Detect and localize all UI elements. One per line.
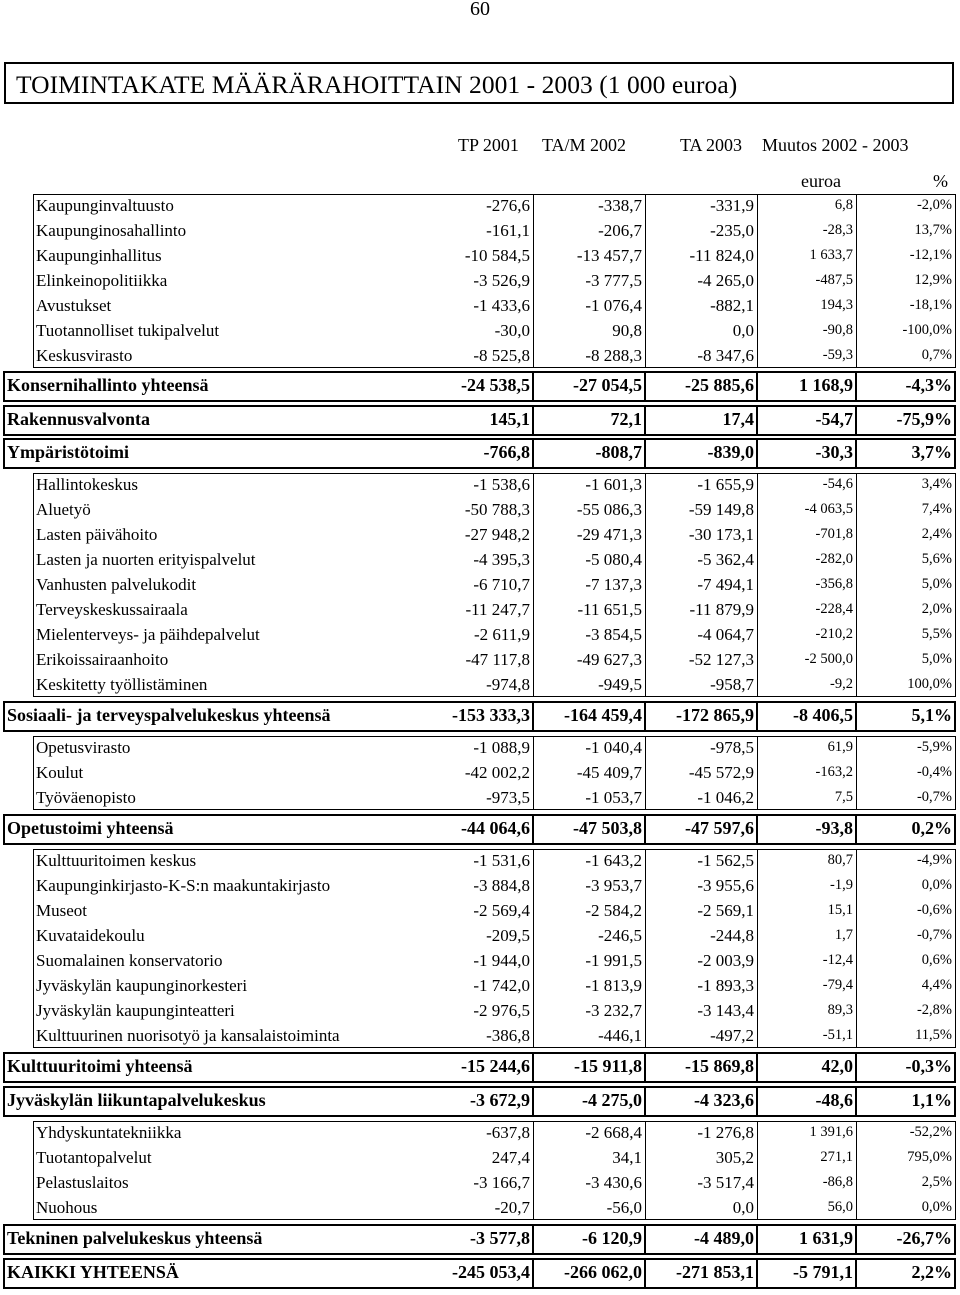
- value-ta2003: -4 489,0: [694, 1228, 754, 1248]
- value-tp2001: -973,5: [486, 788, 530, 807]
- column-header-ta2003: TA 2003: [680, 135, 743, 155]
- row-label: Konsernihallinto yhteensä: [7, 375, 209, 395]
- value-ta2003: 305,2: [715, 1148, 754, 1167]
- row-label: Terveyskeskussairaala: [36, 600, 188, 619]
- value-change-euroa: -86,8: [822, 1174, 853, 1190]
- value-tam2002: -1 643,2: [585, 851, 642, 870]
- table-row: [0, 270, 960, 292]
- value-ta2003: -30 173,1: [688, 525, 754, 544]
- value-change-percent: -18,1%: [909, 297, 952, 313]
- table-row: [0, 950, 960, 972]
- row-label: Aluetyö: [36, 500, 91, 519]
- value-change-percent: 7,4%: [921, 501, 952, 517]
- column-subheader-percent: %: [933, 171, 948, 191]
- value-tp2001: -1 531,6: [473, 851, 530, 870]
- value-ta2003: -235,0: [710, 221, 754, 240]
- value-change-percent: -2,0%: [916, 197, 952, 213]
- value-change-euroa: -487,5: [815, 272, 853, 288]
- row-label: Kulttuurinen nuorisotyö ja kansalaistoiminta: [36, 1026, 340, 1045]
- table-total-row: [0, 439, 960, 467]
- row-label: Lasten päivähoito: [36, 525, 158, 544]
- value-tam2002: 34,1: [612, 1148, 642, 1167]
- value-change-euroa: -51,1: [822, 1027, 853, 1043]
- table-row: [0, 762, 960, 784]
- value-change-percent: 0,0%: [921, 1199, 952, 1215]
- value-ta2003: -5 362,4: [697, 550, 754, 569]
- value-change-percent: -0,7%: [916, 927, 952, 943]
- value-tam2002: -1 601,3: [585, 475, 642, 494]
- value-change-percent: -12,1%: [909, 247, 952, 263]
- value-ta2003: -497,2: [710, 1026, 754, 1045]
- value-tp2001: -11 247,7: [465, 600, 530, 619]
- row-label: Opetusvirasto: [36, 738, 131, 757]
- value-tam2002: -1 053,7: [585, 788, 642, 807]
- value-change-percent: -2,8%: [916, 1002, 952, 1018]
- value-change-euroa: -4 063,5: [804, 501, 853, 517]
- value-change-euroa: -356,8: [815, 576, 853, 592]
- value-tp2001: -1 944,0: [473, 951, 530, 970]
- value-tp2001: -1 742,0: [473, 976, 530, 995]
- value-change-euroa: 271,1: [820, 1149, 853, 1165]
- column-subheader-euroa: euroa: [801, 171, 841, 191]
- value-change-percent: 3,4%: [921, 476, 952, 492]
- value-change-percent: 5,5%: [921, 626, 952, 642]
- value-change-percent: 0,0%: [921, 877, 952, 893]
- table-row: [0, 737, 960, 759]
- value-change-percent: 0,7%: [921, 347, 952, 363]
- row-label: Tuotannolliset tukipalvelut: [36, 321, 220, 340]
- row-label: Kulttuuritoimen keskus: [36, 851, 197, 870]
- value-change-percent: 5,1%: [911, 705, 952, 725]
- value-tam2002: -56,0: [606, 1198, 642, 1217]
- value-change-percent: -4,3%: [905, 375, 952, 395]
- value-ta2003: 0,0: [732, 321, 754, 340]
- value-ta2003: -978,5: [710, 738, 754, 757]
- value-tam2002: -3 430,6: [585, 1173, 642, 1192]
- value-change-euroa: 1 168,9: [799, 375, 853, 395]
- value-tam2002: -11 651,5: [577, 600, 642, 619]
- column-header-tp2001: TP 2001: [458, 135, 519, 155]
- value-ta2003: -7 494,1: [697, 575, 754, 594]
- value-tp2001: -44 064,6: [461, 818, 530, 838]
- value-change-euroa: 1 633,7: [809, 247, 853, 263]
- value-change-percent: -52,2%: [909, 1124, 952, 1140]
- value-tam2002: -3 777,5: [585, 271, 642, 290]
- value-change-percent: 5,0%: [921, 651, 952, 667]
- value-ta2003: -4 265,0: [697, 271, 754, 290]
- row-label: Tuotantopalvelut: [36, 1148, 152, 1167]
- value-tam2002: -206,7: [598, 221, 642, 240]
- value-ta2003: -839,0: [707, 442, 754, 462]
- row-label: Työväenopisto: [36, 788, 136, 807]
- row-label: Kaupunginosahallinto: [36, 221, 187, 240]
- value-change-euroa: -30,3: [815, 442, 853, 462]
- value-change-euroa: 7,5: [834, 789, 853, 805]
- value-tp2001: -50 788,3: [464, 500, 530, 519]
- value-change-euroa: 1 631,9: [799, 1228, 853, 1248]
- value-tp2001: -47 117,8: [465, 650, 530, 669]
- value-tp2001: -1 538,6: [473, 475, 530, 494]
- value-ta2003: -25 885,6: [685, 375, 754, 395]
- value-ta2003: -4 323,6: [694, 1090, 754, 1110]
- value-tp2001: -27 948,2: [464, 525, 530, 544]
- value-change-percent: 5,0%: [921, 576, 952, 592]
- value-tp2001: -766,8: [483, 442, 530, 462]
- table-total-row: [0, 372, 960, 400]
- value-change-percent: 5,6%: [921, 551, 952, 567]
- value-change-percent: 11,5%: [915, 1027, 952, 1043]
- value-tp2001: -10 584,5: [464, 246, 530, 265]
- value-tp2001: -42 002,2: [464, 763, 530, 782]
- table-row: [0, 195, 960, 217]
- value-change-percent: 100,0%: [907, 676, 952, 692]
- table-row: [0, 674, 960, 696]
- value-tp2001: -3 577,8: [470, 1228, 530, 1248]
- table-row: [0, 649, 960, 671]
- table-total-row: [0, 815, 960, 843]
- value-tam2002: -47 503,8: [573, 818, 642, 838]
- value-tam2002: -7 137,3: [585, 575, 642, 594]
- value-ta2003: -52 127,3: [688, 650, 754, 669]
- row-label: Kulttuuritoimi yhteensä: [7, 1056, 193, 1076]
- row-label: Opetustoimi yhteensä: [7, 818, 174, 838]
- value-tam2002: -338,7: [598, 196, 642, 215]
- value-change-percent: -0,4%: [916, 764, 952, 780]
- value-change-percent: -0,7%: [916, 789, 952, 805]
- value-change-euroa: 194,3: [820, 297, 853, 313]
- table-total-row: [0, 1259, 960, 1287]
- value-tp2001: 247,4: [491, 1148, 530, 1167]
- value-change-percent: -75,9%: [896, 409, 952, 429]
- value-change-percent: -100,0%: [902, 322, 952, 338]
- value-ta2003: -11 879,9: [689, 600, 754, 619]
- value-ta2003: -15 869,8: [685, 1056, 754, 1076]
- value-ta2003: 0,0: [732, 1198, 754, 1217]
- value-tp2001: -20,7: [494, 1198, 530, 1217]
- row-label: Mielenterveys- ja päihdepalvelut: [36, 625, 260, 644]
- value-tp2001: -2 569,4: [473, 901, 530, 920]
- value-tp2001: -3 166,7: [473, 1173, 530, 1192]
- value-change-percent: 2,0%: [921, 601, 952, 617]
- value-change-percent: 0,6%: [921, 952, 952, 968]
- value-tam2002: -266 062,0: [564, 1262, 642, 1282]
- value-tam2002: -49 627,3: [576, 650, 642, 669]
- row-label: Rakennusvalvonta: [7, 409, 151, 429]
- value-tp2001: -30,0: [494, 321, 530, 340]
- value-tam2002: -164 459,4: [564, 705, 642, 725]
- value-change-euroa: -9,2: [830, 676, 853, 692]
- value-tam2002: -949,5: [598, 675, 642, 694]
- value-ta2003: -59 149,8: [688, 500, 754, 519]
- table-row: [0, 245, 960, 267]
- row-label: Suomalainen konservatorio: [36, 951, 223, 970]
- row-label: Pelastuslaitos: [36, 1173, 129, 1192]
- value-tp2001: -3 884,8: [473, 876, 530, 895]
- value-change-euroa: -282,0: [815, 551, 853, 567]
- row-label: Yhdyskuntatekniikka: [36, 1123, 182, 1142]
- page-number: 60: [470, 0, 490, 20]
- value-tam2002: -1 991,5: [585, 951, 642, 970]
- value-tam2002: -3 854,5: [585, 625, 642, 644]
- table-row: [0, 875, 960, 897]
- value-tp2001: -15 244,6: [461, 1056, 530, 1076]
- value-tam2002: -15 911,8: [573, 1056, 642, 1076]
- value-ta2003: -3 955,6: [697, 876, 754, 895]
- value-ta2003: -1 276,8: [697, 1123, 754, 1142]
- value-tp2001: -4 395,3: [473, 550, 530, 569]
- row-label: Tekninen palvelukeskus yhteensä: [7, 1228, 263, 1248]
- row-label: Ympäristötoimi: [7, 442, 129, 462]
- value-tam2002: -808,7: [595, 442, 642, 462]
- value-tam2002: -4 275,0: [582, 1090, 642, 1110]
- value-tam2002: -13 457,7: [576, 246, 642, 265]
- table-total-row: [0, 1053, 960, 1081]
- value-change-percent: 1,1%: [911, 1090, 952, 1110]
- value-change-percent: 4,4%: [921, 977, 952, 993]
- value-tp2001: -3 526,9: [473, 271, 530, 290]
- table-row: [0, 599, 960, 621]
- value-change-percent: 0,2%: [911, 818, 952, 838]
- value-ta2003: -1 655,9: [697, 475, 754, 494]
- value-change-euroa: -2 500,0: [804, 651, 853, 667]
- value-change-euroa: -163,2: [815, 764, 853, 780]
- value-change-euroa: 42,0: [821, 1056, 853, 1076]
- value-ta2003: -2 569,1: [697, 901, 754, 920]
- value-change-euroa: -228,4: [815, 601, 853, 617]
- value-tam2002: -5 080,4: [585, 550, 642, 569]
- value-ta2003: -1 562,5: [697, 851, 754, 870]
- table-row: [0, 925, 960, 947]
- value-tam2002: -27 054,5: [573, 375, 642, 395]
- value-tam2002: -29 471,3: [576, 525, 642, 544]
- value-tam2002: -2 584,2: [585, 901, 642, 920]
- table-row: [0, 1172, 960, 1194]
- row-label: Kaupunginkirjasto-K-S:n maakuntakirjasto: [36, 876, 331, 895]
- value-tp2001: -2 976,5: [473, 1001, 530, 1020]
- value-ta2003: -1 046,2: [697, 788, 754, 807]
- table-row: [0, 900, 960, 922]
- value-change-percent: 795,0%: [907, 1149, 952, 1165]
- row-label: Kaupunginhallitus: [36, 246, 162, 265]
- value-change-euroa: -79,4: [822, 977, 853, 993]
- row-label: Jyväskylän kaupunginteatteri: [36, 1001, 235, 1020]
- value-change-percent: 2,4%: [921, 526, 952, 542]
- value-ta2003: -331,9: [710, 196, 754, 215]
- row-label: Erikoissairaanhoito: [36, 650, 169, 669]
- value-change-euroa: 61,9: [827, 739, 853, 755]
- table-total-row: [0, 1225, 960, 1253]
- row-label: Koulut: [36, 763, 84, 782]
- value-change-percent: 3,7%: [911, 442, 952, 462]
- column-header-change: Muutos 2002 - 2003: [762, 135, 909, 155]
- value-change-percent: 2,2%: [911, 1262, 952, 1282]
- table-row: [0, 524, 960, 546]
- table-row: [0, 220, 960, 242]
- table-row: [0, 499, 960, 521]
- value-tam2002: -55 086,3: [576, 500, 642, 519]
- value-change-percent: 2,5%: [921, 1174, 952, 1190]
- value-tp2001: -245 053,4: [452, 1262, 530, 1282]
- page-title: TOIMINTAKATE MÄÄRÄRAHOITTAIN 2001 - 2003 (1 000 euroa): [16, 70, 738, 99]
- table-row: [0, 295, 960, 317]
- value-change-euroa: 56,0: [827, 1199, 853, 1215]
- value-change-euroa: -28,3: [822, 222, 853, 238]
- table-row: [0, 549, 960, 571]
- value-ta2003: -4 064,7: [697, 625, 754, 644]
- value-change-euroa: -8 406,5: [793, 705, 853, 725]
- value-tp2001: -637,8: [486, 1123, 530, 1142]
- value-tp2001: -161,1: [486, 221, 530, 240]
- value-change-percent: 13,7%: [914, 222, 952, 238]
- value-change-euroa: 80,7: [827, 852, 853, 868]
- value-tp2001: -8 525,8: [473, 346, 530, 365]
- value-ta2003: -172 865,9: [676, 705, 754, 725]
- table-row: [0, 574, 960, 596]
- value-change-percent: -4,9%: [916, 852, 952, 868]
- table-total-row: [0, 702, 960, 730]
- table-row: [0, 1122, 960, 1144]
- row-label: Museot: [36, 901, 87, 920]
- value-ta2003: -47 597,6: [685, 818, 754, 838]
- value-tp2001: -386,8: [486, 1026, 530, 1045]
- row-label: Jyväskylän kaupunginorkesteri: [36, 976, 248, 995]
- value-change-euroa: -12,4: [822, 952, 853, 968]
- table-row: [0, 320, 960, 342]
- value-tam2002: -8 288,3: [585, 346, 642, 365]
- table-row: [0, 1197, 960, 1219]
- row-label: Lasten ja nuorten erityispalvelut: [36, 550, 256, 569]
- value-ta2003: -882,1: [710, 296, 754, 315]
- row-label: Sosiaali- ja terveyspalvelukeskus yhteensä: [7, 705, 331, 725]
- row-label: KAIKKI YHTEENSÄ: [7, 1262, 179, 1282]
- value-tam2002: -3 232,7: [585, 1001, 642, 1020]
- value-tp2001: -6 710,7: [473, 575, 530, 594]
- table-row: [0, 1000, 960, 1022]
- value-change-euroa: -5 791,1: [793, 1262, 853, 1282]
- value-tp2001: -1 088,9: [473, 738, 530, 757]
- table-row: [0, 975, 960, 997]
- value-change-euroa: 6,8: [834, 197, 853, 213]
- table-row: [0, 624, 960, 646]
- value-change-percent: -0,6%: [916, 902, 952, 918]
- value-tam2002: -1 076,4: [585, 296, 642, 315]
- value-change-percent: -5,9%: [916, 739, 952, 755]
- value-ta2003: 17,4: [722, 409, 754, 429]
- value-change-euroa: 15,1: [827, 902, 853, 918]
- value-change-euroa: -48,6: [815, 1090, 853, 1110]
- value-ta2003: -8 347,6: [697, 346, 754, 365]
- row-label: Hallintokeskus: [36, 475, 138, 494]
- value-tp2001: -209,5: [486, 926, 530, 945]
- value-ta2003: -3 517,4: [697, 1173, 754, 1192]
- value-tam2002: 72,1: [610, 409, 642, 429]
- value-change-percent: 12,9%: [914, 272, 952, 288]
- value-change-euroa: 1,7: [834, 927, 853, 943]
- value-ta2003: -958,7: [710, 675, 754, 694]
- row-label: Keskitetty työllistäminen: [36, 675, 208, 694]
- value-ta2003: -3 143,4: [697, 1001, 754, 1020]
- value-change-percent: -0,3%: [905, 1056, 952, 1076]
- value-tp2001: -2 611,9: [473, 625, 530, 644]
- table-total-row: [0, 406, 960, 434]
- value-ta2003: -244,8: [710, 926, 754, 945]
- row-label: Kaupunginvaltuusto: [36, 196, 174, 215]
- column-header-tam2002: TA/M 2002: [542, 135, 627, 155]
- value-change-euroa: -93,8: [815, 818, 853, 838]
- table-row: [0, 474, 960, 496]
- value-ta2003: -271 853,1: [676, 1262, 754, 1282]
- value-tam2002: -1 813,9: [585, 976, 642, 995]
- row-label: Nuohous: [36, 1198, 98, 1217]
- row-label: Jyväskylän liikuntapalvelukeskus: [7, 1090, 266, 1110]
- table-row: [0, 1147, 960, 1169]
- row-label: Kuvataidekoulu: [36, 926, 145, 945]
- value-tam2002: -446,1: [598, 1026, 642, 1045]
- value-tp2001: 145,1: [489, 409, 530, 429]
- value-tam2002: -6 120,9: [582, 1228, 642, 1248]
- value-change-euroa: 1 391,6: [809, 1124, 853, 1140]
- value-change-euroa: -54,7: [815, 409, 853, 429]
- table-row: [0, 1025, 960, 1047]
- value-change-percent: -26,7%: [896, 1228, 952, 1248]
- table-total-row: [0, 1087, 960, 1115]
- value-tam2002: -246,5: [598, 926, 642, 945]
- value-tam2002: -2 668,4: [585, 1123, 642, 1142]
- value-tp2001: -974,8: [486, 675, 530, 694]
- value-change-euroa: -701,8: [815, 526, 853, 542]
- value-tp2001: -24 538,5: [461, 375, 530, 395]
- value-change-euroa: -210,2: [815, 626, 853, 642]
- row-label: Keskusvirasto: [36, 346, 133, 365]
- value-change-euroa: -90,8: [822, 322, 853, 338]
- value-ta2003: -2 003,9: [697, 951, 754, 970]
- row-label: Vanhusten palvelukodit: [36, 575, 197, 594]
- row-label: Avustukset: [36, 296, 112, 315]
- value-change-euroa: -59,3: [822, 347, 853, 363]
- row-label: Elinkeinopolitiikka: [36, 271, 168, 290]
- value-tp2001: -153 333,3: [452, 705, 530, 725]
- value-tp2001: -276,6: [486, 196, 530, 215]
- value-change-euroa: -54,6: [822, 476, 853, 492]
- value-ta2003: -11 824,0: [689, 246, 754, 265]
- table-row: [0, 850, 960, 872]
- value-change-euroa: 89,3: [827, 1002, 853, 1018]
- value-tp2001: -1 433,6: [473, 296, 530, 315]
- table-row: [0, 787, 960, 809]
- value-tp2001: -3 672,9: [470, 1090, 530, 1110]
- table-row: [0, 345, 960, 367]
- value-ta2003: -45 572,9: [688, 763, 754, 782]
- value-tam2002: -45 409,7: [576, 763, 642, 782]
- value-change-euroa: -1,9: [830, 877, 853, 893]
- value-tam2002: 90,8: [612, 321, 642, 340]
- value-tam2002: -1 040,4: [585, 738, 642, 757]
- value-tam2002: -3 953,7: [585, 876, 642, 895]
- value-ta2003: -1 893,3: [697, 976, 754, 995]
